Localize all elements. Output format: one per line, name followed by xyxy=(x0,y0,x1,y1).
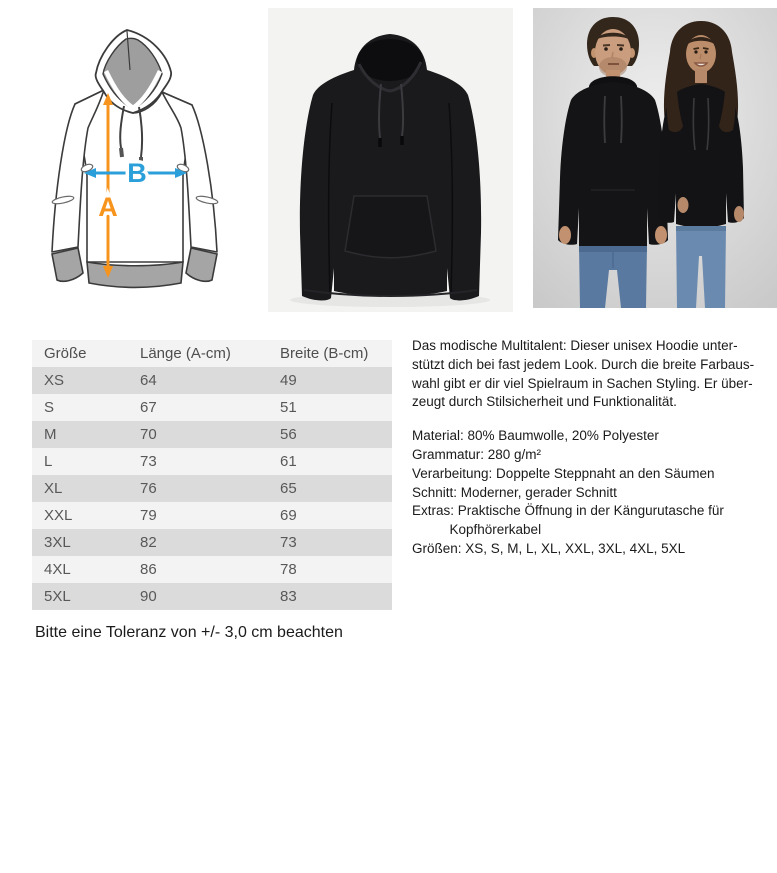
description-intro xyxy=(412,337,777,412)
description-line: wahl gibt er dir viel Spielraum in Sachen Styling. Er über- xyxy=(412,375,753,391)
size-diagram-image xyxy=(20,10,250,310)
cell-breite: 78 xyxy=(280,561,297,578)
models-photo-svg xyxy=(533,8,777,308)
models-photo-image xyxy=(533,8,777,308)
cell-groesse: S xyxy=(44,399,55,416)
cell-laenge: 67 xyxy=(140,399,157,416)
sketch-left-cuff xyxy=(52,248,83,281)
label-b: B xyxy=(127,158,147,188)
cell-laenge: 90 xyxy=(140,588,157,605)
header-groesse: Größe xyxy=(44,345,87,362)
table-row xyxy=(32,502,392,529)
table-row xyxy=(32,394,392,421)
cell-laenge: 86 xyxy=(140,561,157,578)
sketch-aglet-left xyxy=(121,148,122,157)
cell-groesse: 4XL xyxy=(44,561,71,578)
cell-laenge: 82 xyxy=(140,534,157,551)
cell-breite: 73 xyxy=(280,534,297,551)
description-line: stützt dich bei fast jedem Look. Durch die breite Farbaus- xyxy=(412,356,755,372)
spec-line: Grammatur: 280 g/m² xyxy=(412,446,542,462)
cell-groesse: M xyxy=(44,426,57,443)
cell-groesse: XS xyxy=(44,372,65,389)
cell-groesse: 5XL xyxy=(44,588,71,605)
table-row xyxy=(32,448,392,475)
cell-laenge: 79 xyxy=(140,507,157,524)
cell-groesse: 3XL xyxy=(44,534,71,551)
header-laenge: Länge (A-cm) xyxy=(140,345,231,362)
header-breite: Breite (B-cm) xyxy=(280,345,369,362)
description-line: Das modische Multitalent: Dieser unisex Hoodie unter- xyxy=(412,338,738,353)
description-line: zeugt durch Stilsicherheit und Funktionalität. xyxy=(412,394,677,410)
table-row xyxy=(32,421,392,448)
label-a: A xyxy=(98,192,118,222)
description-specs xyxy=(412,427,777,559)
spec-line: Extras: Praktische Öffnung in der Kängurutasche für xyxy=(412,503,724,519)
product-photo-image xyxy=(268,8,513,312)
cell-laenge: 70 xyxy=(140,426,157,443)
size-table-body xyxy=(32,367,392,610)
spec-line: Schnitt: Moderner, gerader Schnitt xyxy=(412,484,617,500)
cell-groesse: L xyxy=(44,453,53,470)
size-diagram-svg xyxy=(20,10,250,310)
sketch-hem xyxy=(87,262,183,288)
sketch-right-cuff xyxy=(186,248,217,281)
table-row xyxy=(32,529,392,556)
cell-groesse: XL xyxy=(44,480,63,497)
spec-line: Größen: XS, S, M, L, XL, XXL, 3XL, 4XL, 5XL xyxy=(412,540,686,556)
table-row xyxy=(32,583,392,610)
cell-breite: 61 xyxy=(280,453,297,470)
product-description xyxy=(412,337,777,559)
cell-breite: 69 xyxy=(280,507,297,524)
product-photo-svg xyxy=(268,8,513,312)
cell-breite: 56 xyxy=(280,426,297,443)
cell-breite: 49 xyxy=(280,372,297,389)
cell-laenge: 73 xyxy=(140,453,157,470)
cell-breite: 51 xyxy=(280,399,297,416)
spec-line: Verarbeitung: Doppelte Steppnaht an den Säumen xyxy=(412,465,715,481)
cell-breite: 83 xyxy=(280,588,297,605)
table-row xyxy=(32,367,392,394)
size-table-header-row xyxy=(32,340,392,367)
cell-breite: 65 xyxy=(280,480,297,497)
size-table xyxy=(32,340,392,610)
table-row xyxy=(32,556,392,583)
spec-line: Kopfhörerkabel xyxy=(412,522,542,538)
tolerance-note: Bitte eine Toleranz von +/- 3,0 cm beachten xyxy=(35,624,343,641)
cell-groesse: XXL xyxy=(44,507,73,524)
product-kangaroo-pocket xyxy=(345,196,436,258)
table-row xyxy=(32,475,392,502)
spec-line: Material: 80% Baumwolle, 20% Polyester xyxy=(412,428,659,444)
cell-laenge: 76 xyxy=(140,480,157,497)
cell-laenge: 64 xyxy=(140,372,157,389)
